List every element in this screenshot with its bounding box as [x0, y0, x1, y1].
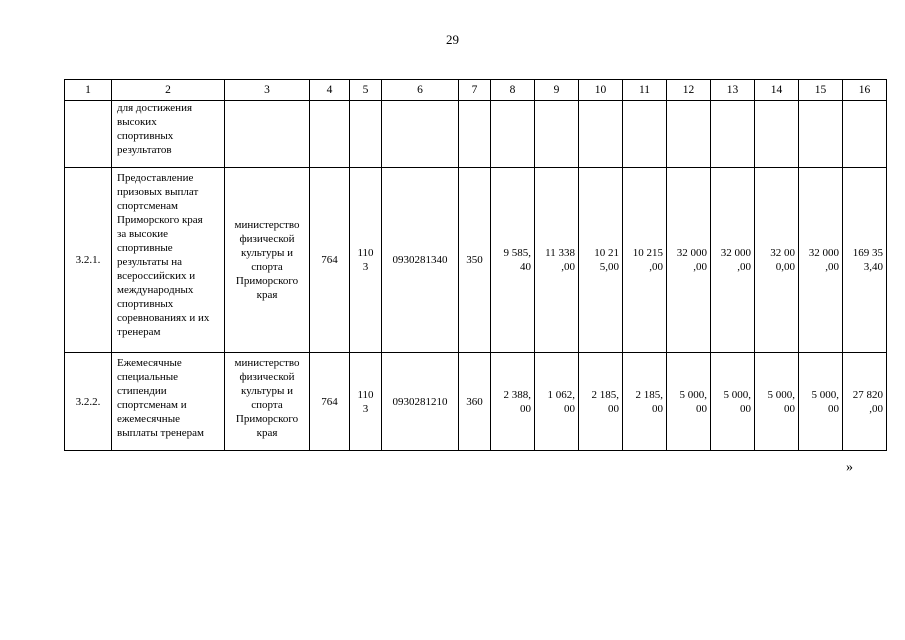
- activity-name: Предоставление призовых выплат спортсменам Приморского края за высокие спортивные результаты на всероссийских и международных спортивных соревнованиях и их тренерам: [117, 172, 210, 338]
- header-cell: 8: [491, 80, 535, 101]
- expense-type-code: 350: [466, 254, 483, 266]
- amount-total: 169 35 3,40: [852, 247, 883, 273]
- table-cell: [112, 168, 225, 353]
- table-cell: [65, 101, 112, 168]
- table-cell: [711, 168, 755, 353]
- header-cell: 3: [225, 80, 310, 101]
- table-cell: [310, 101, 350, 168]
- amount-value: 10 215 ,00: [632, 247, 663, 273]
- table-cell: [755, 353, 799, 451]
- amount-value: 5 000, 00: [767, 388, 795, 415]
- amount-value: 2 185, 00: [635, 388, 663, 415]
- table-row-3-2-2: [65, 353, 887, 451]
- header-row: [65, 80, 887, 101]
- table-cell: [382, 101, 459, 168]
- target-article-code: 0930281340: [392, 254, 448, 266]
- table-cell: [667, 353, 711, 451]
- header-cell: 6: [382, 80, 459, 101]
- section-code: 110 3: [357, 388, 374, 415]
- table-cell: [799, 101, 843, 168]
- amount-value: 9 585, 40: [503, 247, 531, 273]
- header-cell: 2: [112, 80, 225, 101]
- table-cell: [535, 353, 579, 451]
- table-cell: [667, 168, 711, 353]
- table-cell: [579, 353, 623, 451]
- budget-table: [64, 79, 887, 451]
- header-cell: 5: [350, 80, 382, 101]
- table-cell: [491, 353, 535, 451]
- table-cell: [459, 353, 491, 451]
- table-cell: [711, 353, 755, 451]
- header-cell: 13: [711, 80, 755, 101]
- responsible-org: министерство физической культуры и спорта Приморского края: [234, 357, 300, 439]
- amount-value: 1 062, 00: [547, 388, 575, 415]
- header-cell: 7: [459, 80, 491, 101]
- table-cell: [310, 353, 350, 451]
- table-cell: [382, 353, 459, 451]
- table-cell: [459, 168, 491, 353]
- table-cell: [711, 101, 755, 168]
- header-cell: 15: [799, 80, 843, 101]
- table-cell: [843, 168, 887, 353]
- header-cell: 9: [535, 80, 579, 101]
- table-cell: [579, 101, 623, 168]
- row-number: 3.2.2.: [65, 353, 112, 451]
- ministry-code: 764: [321, 395, 338, 408]
- table-cell: [755, 101, 799, 168]
- table-cell: [491, 168, 535, 353]
- table-cell: [623, 353, 667, 451]
- header-cell: 11: [623, 80, 667, 101]
- expense-type-code: 360: [466, 395, 483, 408]
- target-article-code: 0930281210: [392, 395, 448, 408]
- table-cell: [225, 168, 310, 353]
- amount-value: 5 000, 00: [723, 388, 751, 415]
- table-cell: [843, 353, 887, 451]
- table-cell: [310, 168, 350, 353]
- table-cell: [799, 168, 843, 353]
- table-cell: [535, 101, 579, 168]
- amount-value: 32 000 ,00: [720, 247, 751, 273]
- page-number: 29: [446, 32, 459, 47]
- amount-value: 32 000 ,00: [808, 247, 839, 273]
- amount-value: 2 185, 00: [591, 388, 619, 415]
- table-cell: [112, 101, 225, 168]
- table-cell: [535, 168, 579, 353]
- closing-quote-mark: »: [846, 460, 853, 475]
- table-row-3-2-1: [65, 168, 887, 353]
- amount-value: 32 00 0,00: [770, 247, 795, 273]
- activity-name: для достижения высоких спортивных результатов: [117, 102, 193, 156]
- table-cell: [459, 101, 491, 168]
- table-cell: [491, 101, 535, 168]
- table-cell: [579, 168, 623, 353]
- amount-value: 2 388, 00: [503, 388, 531, 415]
- table-cell: [112, 353, 225, 451]
- table-cell: [225, 353, 310, 451]
- amount-total: 27 820 ,00: [852, 388, 883, 415]
- table-cell: [350, 353, 382, 451]
- section-code: 110 3: [357, 247, 374, 273]
- amount-value: 5 000, 00: [679, 388, 707, 415]
- table-row-continuation: [65, 101, 887, 168]
- table-cell: [843, 101, 887, 168]
- table-cell: [755, 168, 799, 353]
- table-cell: [382, 168, 459, 353]
- table-cell: [667, 101, 711, 168]
- table-cell: [623, 101, 667, 168]
- amount-value: 10 21 5,00: [594, 247, 619, 273]
- table-cell: [350, 168, 382, 353]
- header-cell: 14: [755, 80, 799, 101]
- table-cell: [225, 101, 310, 168]
- activity-name: Ежемесячные специальные стипендии спортсменам и ежемесячные выплаты тренерам: [117, 357, 204, 439]
- amount-value: 5 000, 00: [811, 388, 839, 415]
- table-cell: [799, 353, 843, 451]
- amount-value: 32 000 ,00: [676, 247, 707, 273]
- row-number: 3.2.1.: [65, 168, 112, 353]
- table-cell: [350, 101, 382, 168]
- table-cell: [623, 168, 667, 353]
- header-cell: 1: [65, 80, 112, 101]
- header-cell: 12: [667, 80, 711, 101]
- header-cell: 16: [843, 80, 887, 101]
- responsible-org: министерство физической культуры и спорта Приморского края: [234, 219, 300, 301]
- header-cell: 10: [579, 80, 623, 101]
- ministry-code: 764: [321, 254, 338, 266]
- amount-value: 11 338 ,00: [545, 247, 575, 273]
- header-cell: 4: [310, 80, 350, 101]
